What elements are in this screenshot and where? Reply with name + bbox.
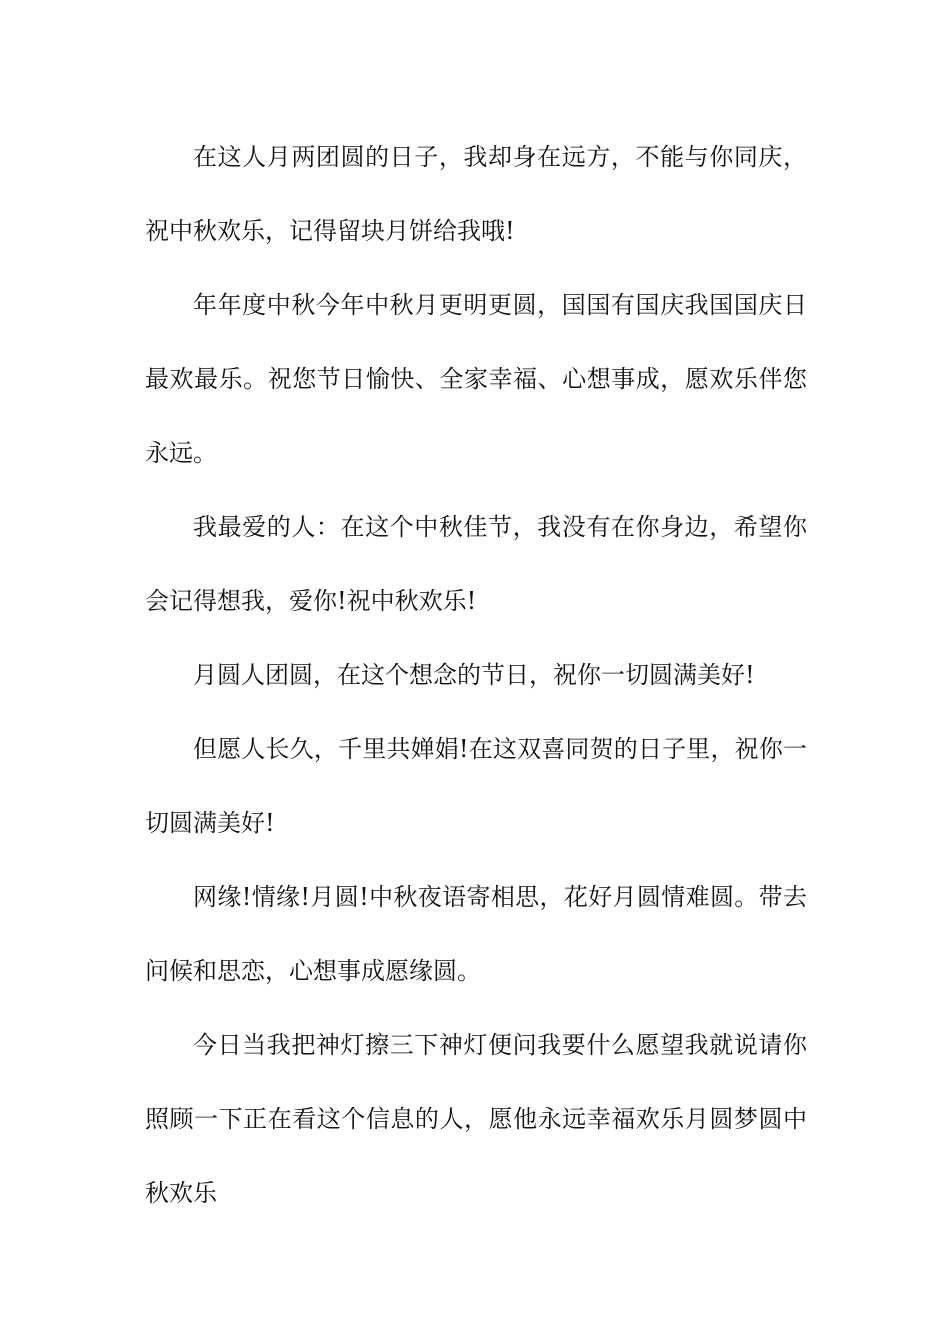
paragraph-5: 但愿人长久，千里共婵娟!在这双喜同贺的日子里，祝你一切圆满美好! bbox=[145, 735, 807, 837]
paragraph-7: 今日当我把神灯擦三下神灯便问我要什么愿望我就说请你照顾一下正在看这个信息的人，愿他永远幸福欢乐月圆梦圆中秋欢乐 bbox=[145, 1031, 807, 1207]
paragraph-4: 月圆人团圆，在这个想念的节日，祝你一切圆满美好! bbox=[193, 661, 755, 689]
paragraph-6: 网缘!情缘!月圆!中秋夜语寄相思，花好月圆情难圆。带去问候和思恋，心想事成愿缘圆。 bbox=[145, 883, 807, 985]
paragraph-2: 年年度中秋今年中秋月更明更圆，国国有国庆我国国庆日最欢最乐。祝您节日愉快、全家幸福、心想事成，愿欢乐伴您永远。 bbox=[145, 291, 807, 467]
document-body bbox=[145, 120, 807, 1230]
paragraph-1: 在这人月两团圆的日子，我却身在远方，不能与你同庆，祝中秋欢乐，记得留块月饼给我哦! bbox=[145, 143, 807, 245]
paragraph-3: 我最爱的人：在这个中秋佳节，我没有在你身边，希望你会记得想我，爱你!祝中秋欢乐! bbox=[145, 513, 807, 615]
